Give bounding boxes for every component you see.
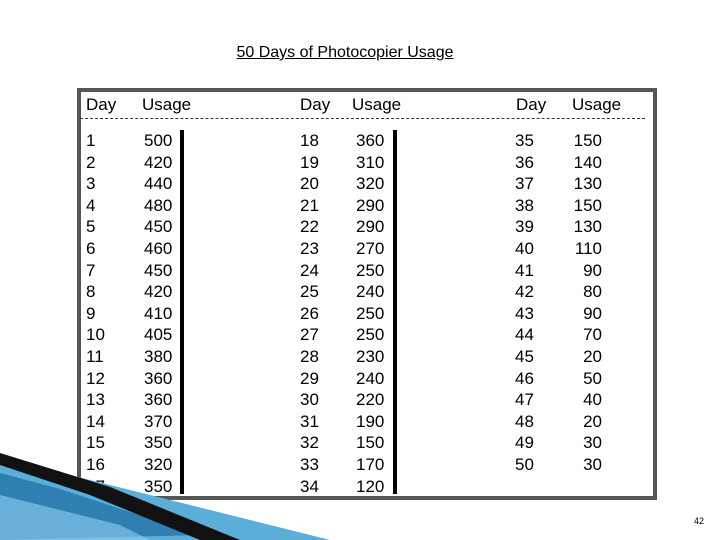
table-cell: 150: [356, 433, 385, 453]
table-cell: 320: [356, 174, 385, 194]
table-cell: 36: [515, 152, 534, 172]
table-cell: 25: [300, 282, 319, 302]
table-cell: 5: [86, 217, 96, 237]
table-cell: 27: [300, 325, 319, 345]
table-cell: 22: [300, 217, 319, 237]
table-cell: 33: [300, 454, 319, 474]
table-cell: 40: [515, 238, 534, 258]
column-usage-3: [566, 130, 602, 476]
table-cell: 3: [86, 174, 96, 194]
table-cell: 420: [144, 152, 173, 172]
table-cell: 250: [356, 260, 385, 280]
table-cell: 230: [356, 346, 385, 366]
table-cell: 21: [300, 195, 319, 215]
table-cell: 37: [515, 174, 534, 194]
column-days-3: [515, 130, 534, 476]
table-cell: 49: [515, 433, 534, 453]
table-cell: 220: [356, 390, 385, 410]
table-cell: 360: [144, 390, 173, 410]
table-cell: 2: [86, 152, 96, 172]
table-cell: 130: [573, 217, 602, 237]
table-cell: 30: [583, 433, 602, 453]
table-cell: 380: [144, 346, 173, 366]
table-cell: 13: [86, 390, 105, 410]
table-cell: 43: [515, 303, 534, 323]
table-cell: 150: [573, 195, 602, 215]
table-cell: 15: [86, 433, 105, 453]
table-cell: 450: [144, 260, 173, 280]
column-divider: [393, 130, 397, 494]
table-cell: 11: [86, 346, 104, 366]
table-cell: 6: [86, 238, 96, 258]
table-cell: 480: [144, 195, 173, 215]
table-cell: 420: [144, 282, 173, 302]
table-cell: 405: [144, 325, 173, 345]
table-cell: 34: [300, 476, 319, 496]
column-days-2: [300, 130, 319, 497]
table-cell: 10: [86, 325, 105, 345]
column-divider: [180, 130, 184, 494]
table-cell: 46: [515, 368, 534, 388]
table-cell: 24: [300, 260, 319, 280]
table-cell: 110: [574, 238, 602, 258]
header-day-3: Day: [516, 95, 547, 114]
slide-decoration: [0, 445, 330, 540]
table-cell: 28: [300, 346, 319, 366]
header-day-1: Day: [86, 95, 117, 114]
table-cell: 38: [515, 195, 534, 215]
table-cell: 240: [356, 368, 385, 388]
header-usage-3: Usage: [572, 95, 622, 114]
table-cell: 4: [86, 195, 96, 215]
table-cell: 270: [356, 238, 385, 258]
table-cell: 23: [300, 238, 319, 258]
table-cell: 360: [144, 368, 173, 388]
table-cell: 170: [356, 454, 385, 474]
table-cell: 140: [573, 152, 602, 172]
table-cell: 9: [86, 303, 96, 323]
table-cell: 320: [144, 454, 173, 474]
table-cell: 250: [356, 303, 385, 323]
header-day-2: Day: [300, 95, 331, 114]
table-cell: 310: [356, 152, 385, 172]
table-cell: 1: [86, 131, 96, 150]
table-cell: 35: [515, 131, 534, 150]
table-cell: 20: [583, 411, 602, 431]
table-cell: 190: [356, 411, 385, 431]
table-cell: 370: [144, 411, 173, 431]
table-header: [80, 95, 650, 117]
table-cell: 290: [356, 195, 385, 215]
column-usage-2: [356, 130, 384, 497]
column-days-1: [86, 130, 105, 497]
table-cell: 20: [300, 174, 319, 194]
table-cell: 410: [144, 303, 173, 323]
table-cell: 29: [300, 368, 319, 388]
table-cell: 350: [144, 433, 173, 453]
table-cell: 18: [300, 131, 319, 150]
table-cell: 8: [86, 282, 96, 302]
page-title: 50 Days of Photocopier Usage: [236, 44, 454, 61]
table-cell: 40: [583, 390, 602, 410]
table-cell: 16: [86, 454, 105, 474]
table-cell: 460: [144, 238, 173, 258]
table-cell: 70: [583, 325, 602, 345]
table-cell: 19: [300, 152, 319, 172]
table-cell: 150: [573, 131, 602, 150]
table-cell: 20: [583, 346, 602, 366]
table-cell: 440: [144, 174, 173, 194]
table-cell: 450: [144, 217, 173, 237]
table-cell: 31: [300, 411, 319, 431]
table-cell: 44: [515, 325, 534, 345]
table-cell: 130: [573, 174, 602, 194]
table-cell: 30: [583, 454, 602, 474]
table-cell: 360: [356, 131, 385, 150]
table-cell: 250: [356, 325, 385, 345]
table-cell: 90: [583, 303, 602, 323]
table-cell: 39: [515, 217, 534, 237]
table-cell: 120: [356, 476, 385, 496]
table-cell: 30: [300, 390, 319, 410]
table-cell: 42: [515, 282, 534, 302]
table-cell: 50: [515, 454, 534, 474]
table-cell: 12: [86, 368, 105, 388]
table-cell: 14: [86, 411, 105, 431]
table-cell: 240: [356, 282, 385, 302]
table-cell: 50: [583, 368, 602, 388]
table-cell: 32: [300, 433, 319, 453]
column-usage-1: [144, 130, 172, 497]
table-cell: 90: [583, 260, 602, 280]
table-cell: 290: [356, 217, 385, 237]
header-separator: [80, 118, 645, 119]
header-usage-1: Usage: [142, 95, 192, 114]
table-cell: 80: [583, 282, 602, 302]
header-usage-2: Usage: [352, 95, 402, 114]
table-cell: 7: [86, 260, 96, 280]
table-cell: 26: [300, 303, 319, 323]
table-cell: 45: [515, 346, 534, 366]
table-cell: 47: [515, 390, 534, 410]
page-number: 42: [693, 516, 704, 526]
table-cell: 500: [144, 131, 173, 150]
table-cell: 350: [144, 476, 173, 496]
table-cell: 41: [515, 260, 534, 280]
table-cell: 48: [515, 411, 534, 431]
